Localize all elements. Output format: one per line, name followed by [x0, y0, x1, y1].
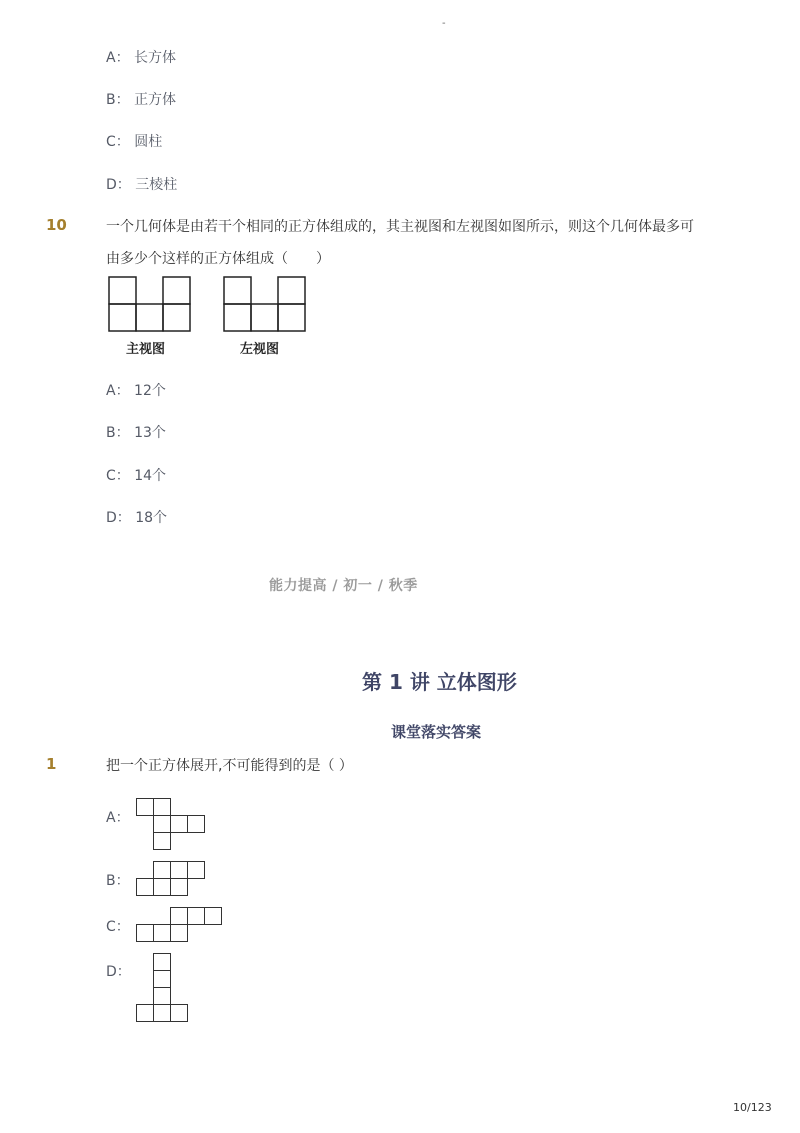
option-text: 18个 — [135, 510, 168, 526]
option-text: 正方体 — [134, 92, 177, 108]
front-view-drawing — [109, 277, 190, 331]
q1-option-b[interactable] — [106, 870, 130, 890]
header-mark: - — [442, 18, 446, 29]
question-text-line2: 由多少个这样的正方体组成（ ） — [106, 251, 330, 267]
option-letter: B： — [106, 873, 130, 889]
option-letter: A： — [106, 383, 130, 399]
option-text: 圆柱 — [134, 134, 163, 150]
left-view-caption: 左视图 — [240, 342, 280, 357]
q9-option-d[interactable] — [106, 174, 177, 194]
option-letter: D： — [106, 964, 131, 980]
option-text: 长方体 — [134, 50, 177, 66]
section-title: 课堂落实答案 — [391, 723, 482, 741]
option-text: 12个 — [134, 383, 166, 399]
option-letter: B： — [106, 92, 130, 108]
q9-option-b[interactable] — [106, 89, 176, 109]
net-diagram-b — [136, 861, 208, 897]
option-text: 三棱柱 — [135, 177, 178, 193]
net-diagram-a — [136, 798, 208, 852]
question-number: 1 — [46, 755, 57, 773]
option-letter: D： — [106, 177, 131, 193]
option-letter: C： — [106, 134, 130, 150]
option-letter: A： — [106, 810, 130, 826]
page-number: 10/123 — [733, 1101, 772, 1114]
q1-option-c[interactable] — [106, 916, 130, 936]
option-letter: C： — [106, 468, 130, 484]
option-letter: C： — [106, 919, 130, 935]
q10-option-b[interactable] — [106, 422, 166, 442]
q10-option-a[interactable] — [106, 380, 166, 400]
option-letter: D： — [106, 510, 131, 526]
question-text: 把一个正方体展开,不可能得到的是（ ） — [106, 758, 353, 774]
net-diagram-c — [136, 907, 226, 943]
option-letter: B： — [106, 425, 130, 441]
q10-option-d[interactable] — [106, 507, 167, 527]
net-diagram-d — [136, 953, 192, 1023]
left-view-drawing — [224, 277, 305, 331]
q9-option-c[interactable] — [106, 131, 162, 151]
three-view-figure — [108, 276, 308, 332]
q10-option-c[interactable] — [106, 465, 166, 485]
option-text: 13个 — [134, 425, 166, 441]
q1-option-a[interactable] — [106, 807, 130, 827]
question-number: 10 — [46, 216, 67, 234]
lecture-title: 第 1 讲 立体图形 — [362, 670, 517, 694]
option-text: 14个 — [134, 468, 167, 484]
front-view-caption: 主视图 — [126, 342, 166, 357]
q9-option-a[interactable] — [106, 47, 176, 67]
option-letter: A： — [106, 50, 130, 66]
question-text-line1: 一个几何体是由若干个相同的正方体组成的，其主视图和左视图如图所示，则这个几何体最多可 — [106, 219, 694, 235]
breadcrumb: 能力提高 / 初一 / 秋季 — [269, 578, 418, 594]
q1-option-d[interactable] — [106, 961, 131, 981]
